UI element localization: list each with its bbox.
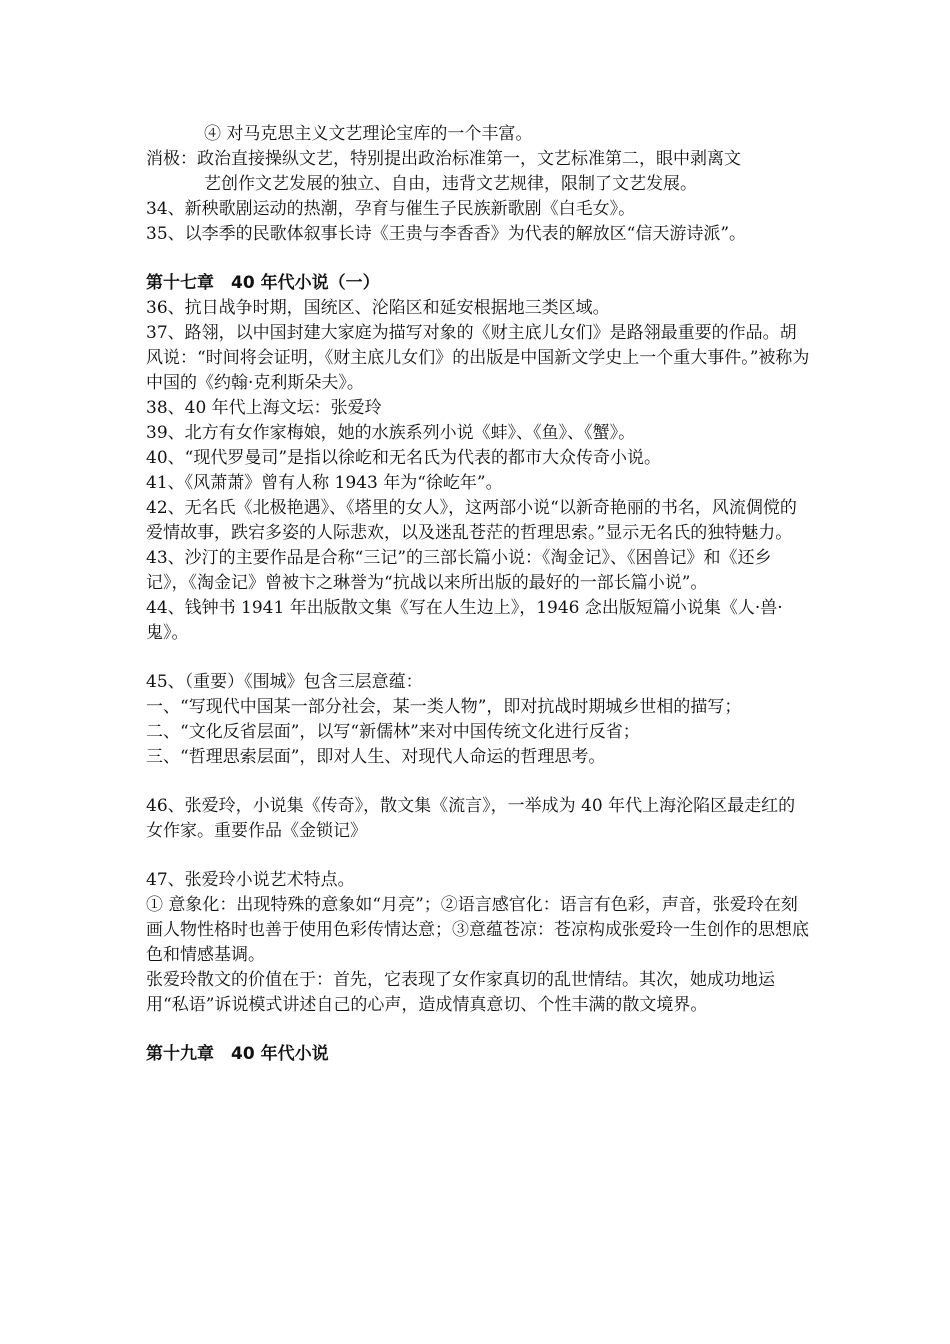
list-item: 38、40 年代上海文坛：张爱玲 [146,398,382,418]
spacer [146,1018,810,1042]
list-item: 46、张爱玲，小说集《传奇》，散文集《流言》，一举成为 40 年代上海沦陷区最走红的女作家。重要作品《金锁记》 [146,796,796,841]
chapter-heading: 第十九章 40 年代小说 [146,1044,329,1064]
document-page [146,122,810,1067]
paragraph: ① 意象化：出现特殊的意象如“月亮”；②语言感官化：语言有色彩，声音，张爱玲在刻画人物性格时也善于使用色彩传情达意；③意蕴苍凉：苍凉构成张爱玲一生创作的思想底色和情感基调。 [146,895,809,965]
paragraph: 张爱玲散文的价值在于：首先，它表现了女作家真切的乱世情结。其次，她成功地运用“私语”诉说模式讲述自己的心声，造成情真意切、个性丰满的散文境界。 [146,970,775,1015]
list-item-title: 45、（重要）《围城》包含三层意蕴： [146,672,423,692]
text-line: 艺创作文艺发展的独立、自由，违背文艺规律，限制了文艺发展。 [204,174,697,194]
text-line: ④ 对马克思主义文艺理论宝库的一个丰富。 [204,124,533,144]
chapter-heading: 第十七章 40 年代小说（一） [146,273,380,293]
list-item: 39、北方有女作家梅娘，她的水族系列小说《蚌》、《鱼》、《蟹》。 [146,423,636,443]
list-item: 36、抗日战争时期，国统区、沦陷区和延安根据地三类区域。 [146,298,610,318]
text-line: 消极：政治直接操纵文艺，特别提出政治标准第一，文艺标准第二，眼中剥离文 [146,149,741,169]
list-item: 35、以李季的民歌体叙事长诗《王贵与李香香》为代表的解放区“信天游诗派”。 [146,224,747,244]
list-item: 43、沙汀的主要作品是合称“三记”的三部长篇小说：《淘金记》、《困兽记》和《还乡记》，《淘金记》曾被卞之琳誉为“抗战以来所出版的最好的一部长篇小说”。 [146,548,772,593]
spacer [146,844,810,868]
list-item-title: 47、张爱玲小说艺术特点。 [146,870,355,890]
list-item: 40、“现代罗曼司”是指以徐屹和无名氏为代表的都市大众传奇小说。 [146,448,662,468]
sub-item: 三、“哲理思索层面”，即对人生、对现代人命运的哲理思考。 [146,747,606,767]
list-item: 37、路翎，以中国封建大家庭为描写对象的《财主底儿女们》是路翎最重要的作品。胡风说：“时间将会证明，《财主底儿女们》的出版是中国新文学史上一个重大事件。”被称为中国的《约翰·克利斯朵夫》。 [146,323,810,393]
list-item: 42、无名氏《北极艳遇》、《塔里的女人》，这两部小说“以新奇艳丽的书名，风流倜傥的爱情故事，跌宕多姿的人际悲欢，以及迷乱苍茫的哲理思索。”显示无名氏的独特魅力。 [146,498,797,543]
spacer [146,770,810,794]
list-item: 34、新秧歌剧运动的热潮，孕育与催生子民族新歌剧《白毛女》。 [146,199,636,219]
list-item: 44、钱钟书 1941 年出版散文集《写在人生边上》，1946 念出版短篇小说集《人·兽·鬼》。 [146,598,783,643]
spacer [146,646,810,670]
sub-item: 二、“文化反省层面”，以写“新儒林”来对中国传统文化进行反省； [146,722,640,742]
sub-item: 一、“写现代中国某一部分社会，某一类人物”，即对抗战时期城乡世相的描写； [146,697,742,717]
spacer [146,247,810,271]
list-item: 41、《风萧萧》曾有人称 1943 年为“徐屹年”。 [146,473,503,493]
